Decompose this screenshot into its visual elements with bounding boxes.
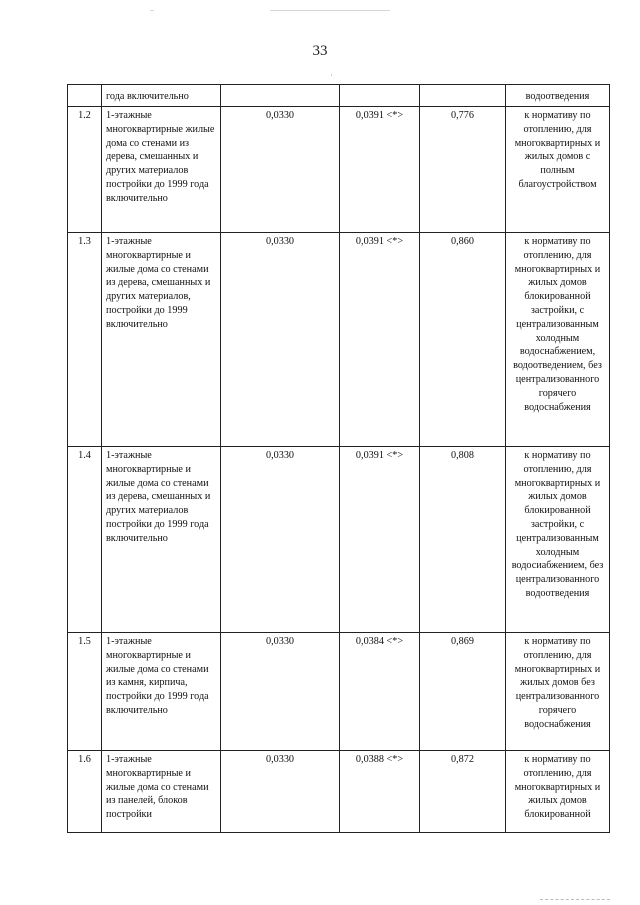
row-note: к нормативу по отоплению, для многоквартирных и жилых домов без централизованного горячего водоснабжения [506,633,610,751]
scan-artifact [150,10,154,11]
table-cell [420,85,506,107]
row-number: 1.3 [68,233,102,447]
row-value-1: 0,0330 [221,107,340,233]
row-number: 1.2 [68,107,102,233]
table-cell [221,85,340,107]
row-description: 1-этажные многоквартирные и жилые дома со стенами из дерева, смешанных и других материалов, постройки до 1999 включительно [102,233,221,447]
row-value-3: 0,808 [420,447,506,633]
row-description: 1-этажные многоквартирные и жилые дома со стенами из дерева, смешанных и других материалов постройки до 1999 года включительно [102,447,221,633]
table-row [68,107,610,233]
row-value-3: 0,869 [420,633,506,751]
row-value-1: 0,0330 [221,751,340,833]
row-description: 1-этажные многоквартирные и жилые дома со стенами из панелей, блоков постройки [102,751,221,833]
scan-artifact [270,10,390,11]
scan-artifact [540,899,610,901]
row-number: 1.5 [68,633,102,751]
row-note: к нормативу по отоплению, для многоквартирных и жилых домов блокированной застройки, с централизованным холодным водоснабжением, водоотведением, без централизованного горячего водоснабжения [506,233,610,447]
row-note: водоотведения [506,85,610,107]
table-row [68,633,610,751]
row-value-3: 0,776 [420,107,506,233]
row-value-2: 0,0388 <*> [340,751,420,833]
row-number: 1.6 [68,751,102,833]
row-value-1: 0,0330 [221,447,340,633]
row-value-2: 0,0384 <*> [340,633,420,751]
row-number: 1.4 [68,447,102,633]
row-note: к нормативу по отоплению, для многоквартирных и жилых домов блокированной [506,751,610,833]
row-value-2: 0,0391 <*> [340,233,420,447]
page-number: 33 [312,43,328,59]
table-row [68,447,610,633]
table-row [68,233,610,447]
table-cell [340,85,420,107]
row-description: 1-этажные многоквартирные жилые дома со стенами из дерева, смешанных и других материалов постройки до 1999 года включительно [102,107,221,233]
row-value-1: 0,0330 [221,633,340,751]
row-description: года включительно [102,85,221,107]
row-value-3: 0,860 [420,233,506,447]
scan-dot: · [330,70,333,80]
table-row [68,85,610,107]
row-value-1: 0,0330 [221,233,340,447]
row-value-3: 0,872 [420,751,506,833]
row-value-2: 0,0391 <*> [340,447,420,633]
row-note: к нормативу по отоплению, для многоквартирных и жилых домов с полным благоустройством [506,107,610,233]
row-description: 1-этажные многоквартирные и жилые дома со стенами из камня, кирпича, постройки до 1999 года включительно [102,633,221,751]
table-row [68,751,610,833]
table-cell [68,85,102,107]
row-value-2: 0,0391 <*> [340,107,420,233]
norms-table [67,84,610,833]
row-note: к нормативу по отоплению, для многоквартирных и жилых домов блокированной застройки, с централизованным холодным водосиабжением, без централизованного водоотведения [506,447,610,633]
